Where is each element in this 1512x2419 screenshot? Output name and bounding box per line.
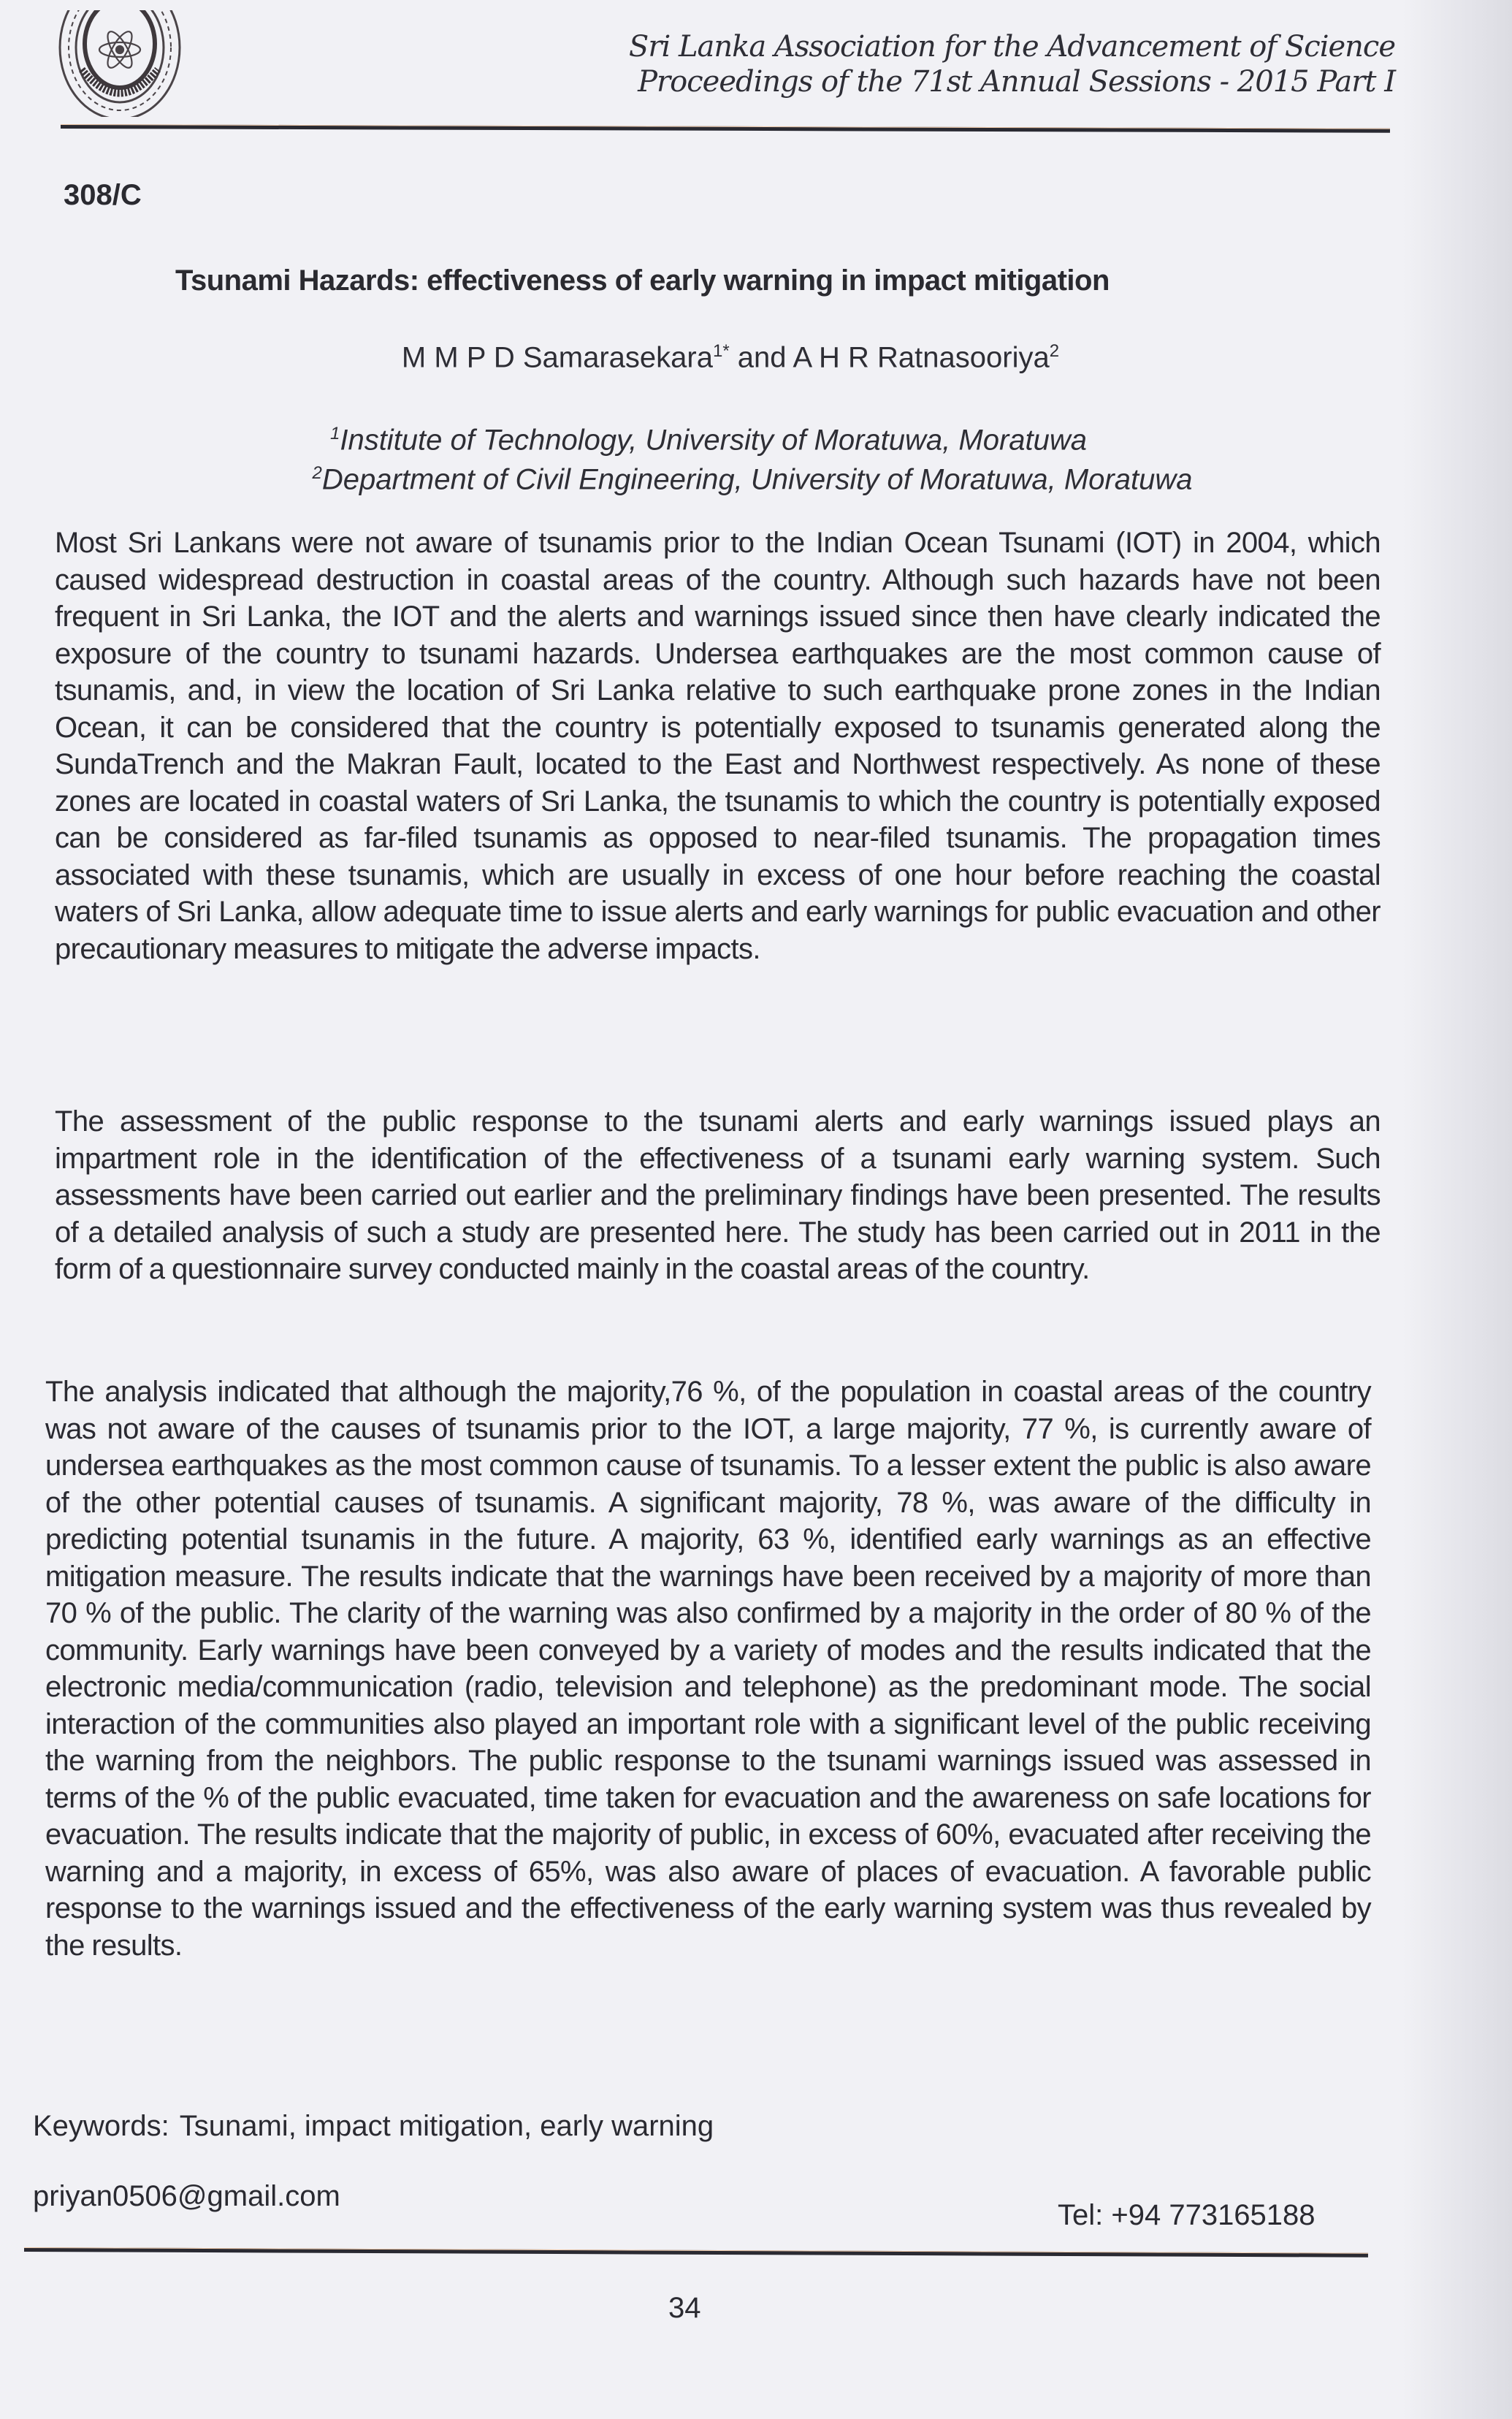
footer-rule [24, 2247, 1368, 2258]
author-list [0, 341, 1461, 374]
affiliation-text: Department of Civil Engineering, University of Moratuwa, Moratuwa [321, 463, 1193, 496]
proceedings-name: Proceedings of the 71st Annual Sessions - 2015 Part I [638, 65, 1395, 99]
slaas-emblem-icon [53, 7, 188, 117]
association-name: Sri Lanka Association for the Advancement of Science [628, 30, 1395, 64]
contact-phone: Tel: +94 773165188 [1058, 2199, 1316, 2231]
author-name: M M P D Samarasekara [401, 341, 713, 374]
affiliation [0, 415, 1439, 459]
affiliation-marker: 1 [329, 424, 340, 443]
keywords [33, 2110, 714, 2143]
keywords-label: Keywords: [33, 2110, 169, 2142]
affiliation-marker: 2 [312, 463, 322, 483]
author-affiliation-marker: 2 [1049, 341, 1060, 361]
proceedings-header [629, 29, 1395, 99]
contact-email[interactable]: priyan0506@gmail.com [33, 2180, 340, 2212]
author-affiliation-marker: 1* [712, 341, 730, 361]
author-joiner: and [729, 341, 793, 374]
affiliation [22, 454, 1483, 498]
affiliation-text: Institute of Technology, University of Moratuwa, Moratuwa [340, 424, 1088, 457]
abstract-paragraph: The analysis indicated that although the majority,76 %, of the population in coastal areas of the country was not aware of the causes of tsunamis prior to the IOT, a large majority, 77 %, is currently aware of undersea earthquakes as the most common cause of tsunamis. To a lesser extent the public is also aware of the other potential causes of tsunamis. A significant majority, 78 %, was aware of the difficulty in predicting potential tsunamis in the future. A majority, 63 %, identified early warnings as an effective mitigation measure. The results indicate that the warnings have been received by a majority of more than 70 % of the public. The clarity of the warning was also confirmed by a majority in the order of 80 % of the community. Early warnings have been conveyed by a variety of modes and the results indicated that the electronic media/communication (radio, television and telephone) as the predominant mode. The social interaction of the communities also played an important role with a significant level of the public receiving the warning from the neighbors. The public response to the tsunami warnings issued was assessed in terms of the % of the public evacuated, time taken for evacuation and the awareness on safe locations for evacuation. The results indicate that the majority of public, in excess of 60%, evacuated after receiving the warning and a majority, in excess of 65%, was also aware of places of evacuation. A favorable public response to the warnings issued and the effectiveness of the early warning system was thus revealed by the results. [45, 1376, 1371, 1962]
header-rule [61, 124, 1390, 133]
abstract-paragraph: Most Sri Lankans were not aware of tsunamis prior to the Indian Ocean Tsunami (IOT) in 2004, which caused widespread destruction in coastal areas of the country. Although such hazards have not been frequent in Sri Lanka, the IOT and the alerts and warnings issued since then have clearly indicated the exposure of the country to tsunami hazards. Undersea earthquakes are the most common cause of tsunamis, and, in view the location of Sri Lanka relative to such earthquake prone zones in the Indian Ocean, it can be considered that the country is potentially exposed to tsunamis generated along the SundaTrench and the Makran Fault, located to the East and Northwest respectively. As none of these zones are located in coastal waters of Sri Lanka, the tsunamis to which the country is potentially exposed can be considered as far-filed tsunamis as opposed to near-filed tsunamis. The propagation times associated with these tsunamis, which are usually in excess of one hour before reaching the coastal waters of Sri Lanka, allow adequate time to issue alerts and early warnings for public evacuation and other precautionary measures to mitigate the adverse impacts. [55, 527, 1381, 965]
paper-title: Tsunami Hazards: effectiveness of early warning in impact mitigation [175, 264, 1110, 297]
author-name: A H R Ratnasooriya [793, 341, 1050, 374]
keywords-list: Tsunami, impact mitigation, early warning [179, 2110, 714, 2142]
page-number: 34 [668, 2292, 701, 2324]
abstract-paragraph: The assessment of the public response to the tsunami alerts and early warnings issued plays an impartment role in the identification of the effectiveness of a tsunami early warning system. Such assessments have been carried out earlier and the preliminary findings have been presented. The results of a detailed analysis of such a study are presented here. The study has been carried out in 2011 in the form of a questionnaire survey conducted mainly in the coastal areas of the country. [55, 1105, 1381, 1285]
abstract-id: 308/C [64, 179, 142, 211]
